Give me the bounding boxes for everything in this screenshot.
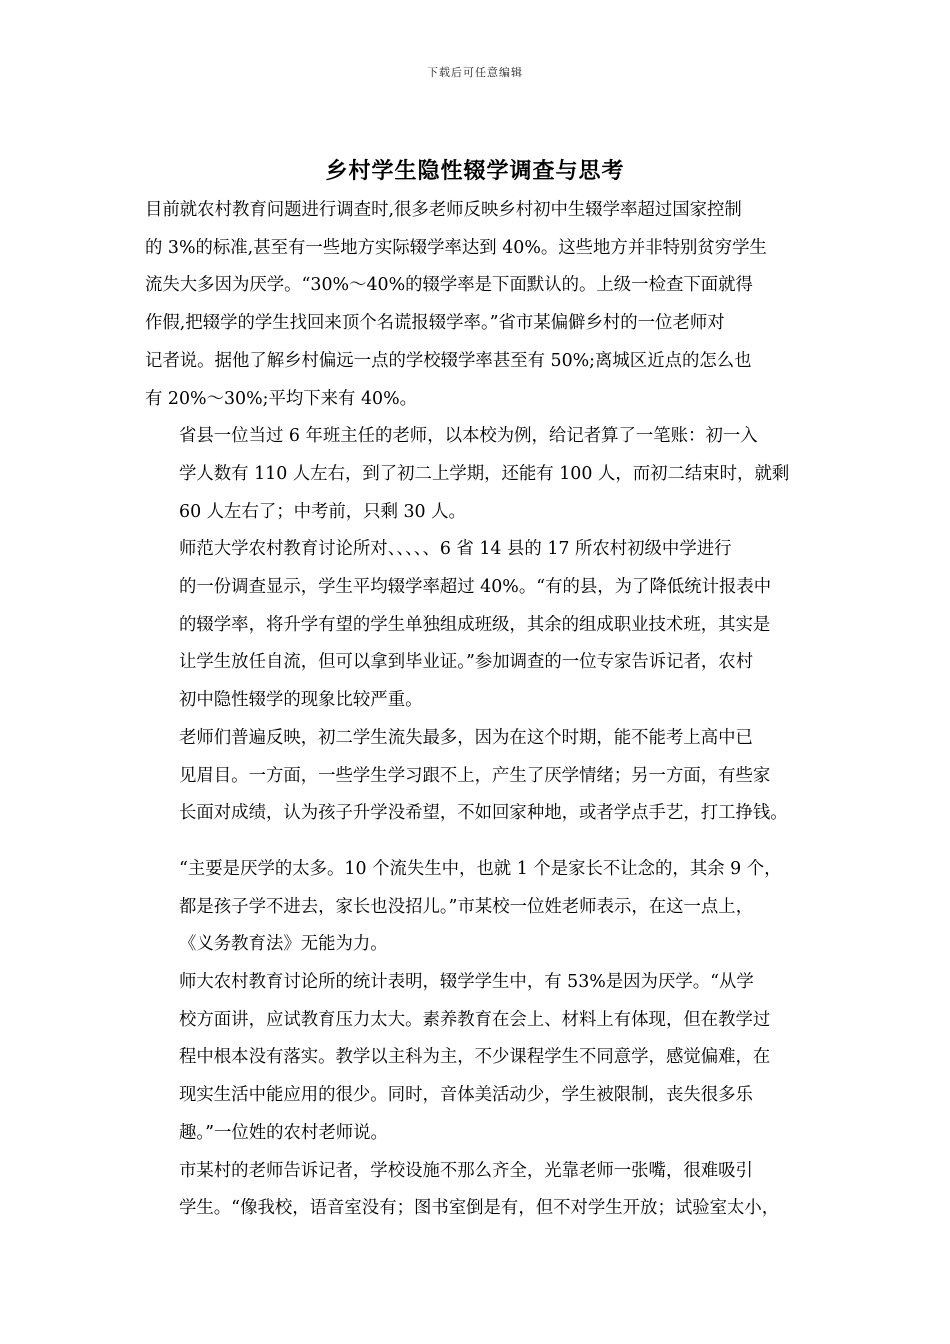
text-line: 的辍学率，将升学有望的学生单独组成班级，其余的组成职业技术班，其实是 — [179, 614, 771, 635]
text-line: 市某村的老师告诉记者，学校设施不那么齐全，光靠老师一张嘴，很难吸引 — [179, 1160, 753, 1181]
paragraph-4 — [145, 720, 811, 833]
text-line: 学人数有 110 人左右，到了初二上学期，还能有 100 人，而初二结束时，就剩 — [179, 463, 790, 484]
text-line: 的 3%的标准,甚至有一些地方实际辍学率达到 40%。这些地方并非特别贫穷学生 — [145, 237, 767, 258]
text-line: 60 人左右了；中考前，只剩 30 人。 — [179, 501, 466, 522]
text-line: 程中根本没有落实。教学以主科为主，不少课程学生不同意学，感觉偏难，在 — [179, 1047, 771, 1068]
text-line: 见眉目。一方面，一些学生学习跟不上，产生了厌学情绪；另一方面，有些家 — [179, 765, 771, 786]
text-line: 的一份调查显示，学生平均辍学率超过 40%。“有的县，为了降低统计报表中 — [179, 577, 772, 598]
text-line: 记者说。据他了解乡村偏远一点的学校辍学率甚至有 50%;离城区近点的怎么也 — [145, 350, 752, 371]
paragraph-6 — [145, 964, 811, 1153]
text-line: 目前就农村教育问题进行调查时,很多老师反映乡村初中生辍学率超过国家控制 — [145, 200, 742, 220]
text-line: 都是孩子学不进去，家长也没招儿。”市某校一位姓老师表示，在这一点上， — [179, 896, 754, 917]
document-title: 乡村学生隐性辍学调查与思考 — [325, 158, 625, 184]
paragraph-1 — [145, 192, 811, 418]
paragraph-5 — [145, 851, 811, 964]
text-line: 《义务教育法》无能为力。 — [179, 934, 388, 955]
paragraph-2 — [145, 418, 811, 531]
document-body — [145, 192, 811, 1228]
text-line: 有 20%～30%;平均下来有 40%。 — [145, 388, 418, 409]
text-line: 让学生放任自流，但可以拿到毕业证。”参加调查的一位专家告诉记者，农村 — [179, 652, 754, 673]
text-line: 长面对成绩，认为孩子升学没希望，不如回家种地，或者学点手艺，打工挣钱。 — [179, 803, 788, 824]
paragraph-3 — [145, 531, 811, 720]
text-line: 作假,把辍学的学生找回来顶个名谎报辍学率。”省市某偏僻乡村的一位老师对 — [145, 313, 725, 334]
text-line: 老师们普遍反映，初二学生流失最多，因为在这个时期，能不能考上高中已 — [179, 727, 753, 748]
text-line: 省县一位当过 6 年班主任的老师，以本校为例，给记者算了一笔账：初一入 — [179, 426, 758, 447]
text-line: “主要是厌学的太多。10 个流失生中，也就 1 个是家长不让念的，其余 9 个， — [179, 858, 782, 879]
page-header-note: 下载后可任意编辑 — [427, 66, 523, 79]
paragraph-7 — [145, 1153, 811, 1228]
text-line: 初中隐性辍学的现象比较严重。 — [179, 690, 423, 711]
text-line: 现实生活中能应用的很少。同时，音体美活动少，学生被限制，丧失很多乐 — [179, 1085, 753, 1106]
text-line: 师大农村教育讨论所的统计表明，辍学学生中，有 53%是因为厌学。“从学 — [179, 972, 754, 993]
text-line: 校方面讲，应试教育压力太大。素养教育在会上、材料上有体现，但在教学过 — [179, 1009, 771, 1030]
text-line: 趣。”一位姓的农村老师说。 — [179, 1122, 388, 1143]
text-line: 师范大学农村教育讨论所对、、、、、6 省 14 县的 17 所农村初级中学进行 — [179, 539, 732, 560]
text-line: 流失大多因为厌学。“30%～40%的辍学率是下面默认的。上级一检查下面就得 — [145, 275, 753, 296]
text-line: 学生。“像我校，语音室没有；图书室倒是有，但不对学生开放；试验室太小， — [179, 1198, 780, 1219]
